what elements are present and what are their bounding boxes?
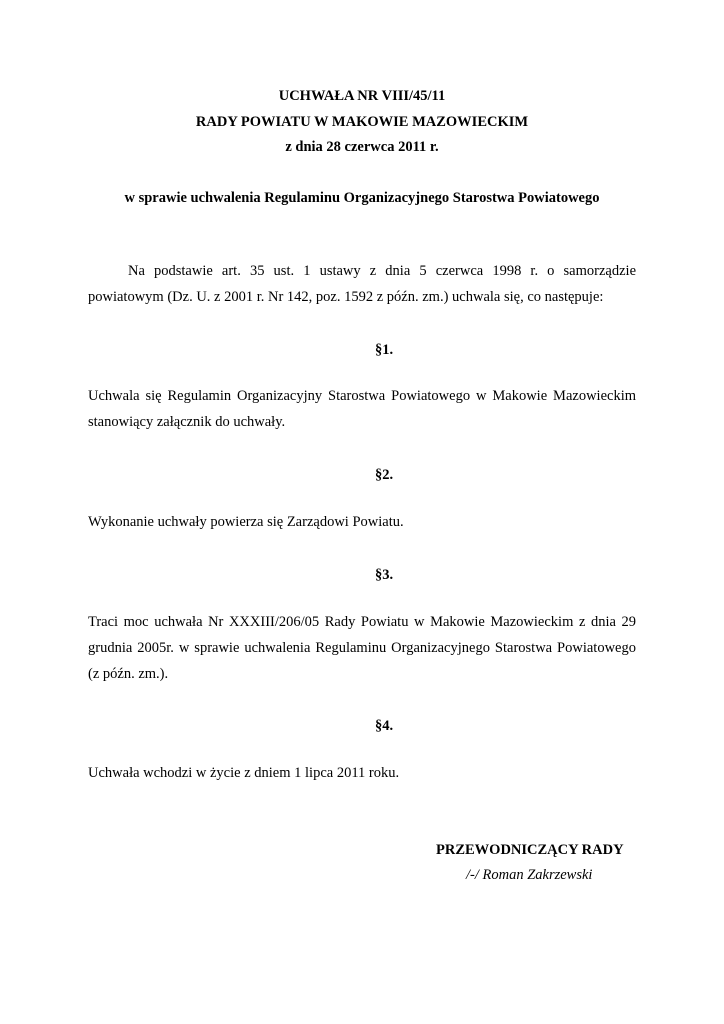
section-3-number: §3. xyxy=(374,567,394,583)
section-3-text: Traci moc uchwała Nr XXXIII/206/05 Rady Powiatu w Makowie Mazowieckim z dnia 29 grudnia 2005r. w sprawie uchwalenia Regulaminu Organizacyjnego Starostwa Powiatowego (z późn. zm.). xyxy=(88,614,636,682)
resolution-date: z dnia 28 czerwca 2011 r. xyxy=(285,139,439,155)
section-1-text: Uchwala się Regulamin Organizacyjny Starostwa Powiatowego w Makowie Mazowieckim stanowiący załącznik do uchwały. xyxy=(88,388,636,430)
signature-title: PRZEWODNICZĄCY RADY xyxy=(436,842,624,858)
section-1-number: §1. xyxy=(374,342,394,358)
resolution-number: UCHWAŁA NR VIII/45/11 xyxy=(278,88,446,104)
resolution-subject: w sprawie uchwalenia Regulaminu Organizacyjnego Starostwa Powiatowego xyxy=(124,190,600,206)
signature-name: /-/ Roman Zakrzewski xyxy=(466,867,593,883)
preamble-paragraph: Na podstawie art. 35 ust. 1 ustawy z dnia 5 czerwca 1998 r. o samorządzie powiatowym (Dz. U. z 2001 r. Nr 142, poz. 1592 z późn. zm.) uchwala się, co następuje: xyxy=(88,263,636,305)
council-name: RADY POWIATU W MAKOWIE MAZOWIECKIM xyxy=(195,114,529,130)
section-4-number: §4. xyxy=(374,718,394,734)
section-4-text: Uchwała wchodzi w życie z dniem 1 lipca 2011 roku. xyxy=(88,765,400,781)
section-2-number: §2. xyxy=(374,467,394,483)
section-2-text: Wykonanie uchwały powierza się Zarządowi Powiatu. xyxy=(88,514,404,530)
